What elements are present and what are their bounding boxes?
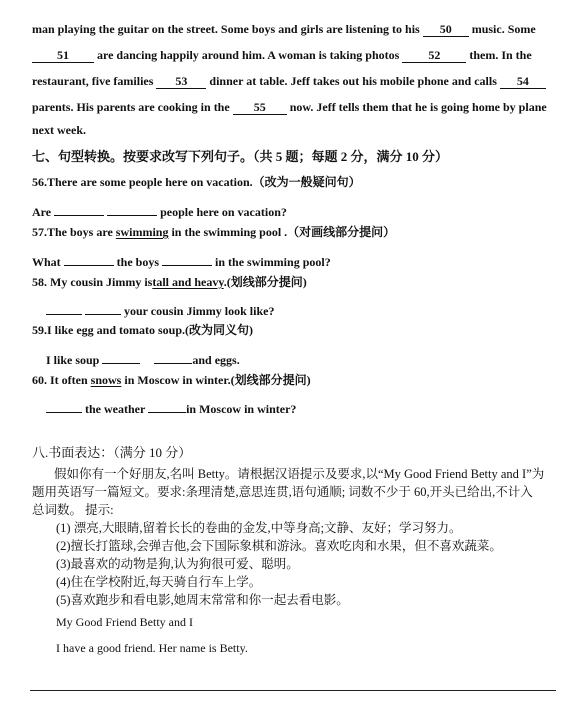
underlined-part: swimming — [115, 225, 169, 239]
answer-text: the weather — [85, 402, 146, 416]
writing-tip-3: (3)最喜欢的动物是狗,认为狗很可爱、聪明。 — [56, 557, 299, 571]
prompt-text: 60. It often — [32, 373, 88, 387]
answer-text: What — [32, 255, 61, 269]
q58-prompt — [32, 276, 307, 288]
underlined-part: tall and heavy — [152, 275, 224, 289]
writing-intro-line-1: 假如你有一个好朋友,名叫 Betty。请根据汉语提示及要求,以“My Good Friend Betty and I”为 — [54, 467, 545, 481]
prompt-text: 58. My cousin Jimmy is — [32, 275, 153, 289]
section-7-heading: 七、句型转换。按要求改写下列句子。（共 5 题；每题 2 分，满分 10 分） — [32, 149, 449, 164]
q60-answer-line — [46, 398, 296, 415]
answer-blank[interactable] — [46, 300, 82, 315]
writing-tip-4: (4)住在学校附近,每天骑自行车上学。 — [56, 575, 262, 589]
underlined-part: snows — [90, 373, 122, 387]
q58-answer-line — [46, 300, 274, 317]
cloze-line-2 — [32, 48, 532, 63]
blank-52[interactable] — [402, 48, 466, 63]
cloze-line-3 — [32, 74, 546, 89]
cloze-text: them. In the — [469, 48, 532, 62]
q56-prompt: 56.There are some people here on vacation.（改为一般疑问句） — [32, 175, 361, 189]
blank-number: 50 — [439, 22, 452, 36]
blank-number: 54 — [516, 74, 529, 88]
blank-number: 52 — [428, 48, 441, 62]
blank-number: 51 — [57, 48, 69, 62]
q59-answer-line — [46, 349, 240, 366]
q57-answer-line — [32, 251, 331, 268]
blank-55[interactable] — [233, 100, 287, 115]
cloze-text: restaurant, five families — [32, 74, 154, 88]
cloze-text: are dancing happily around him. A woman is taking photos — [97, 48, 400, 62]
answer-blank[interactable] — [64, 251, 114, 266]
writing-tip-5: (5)喜欢跑步和看电影,她周末常常和你一起去看电影。 — [56, 593, 349, 607]
answer-blank[interactable] — [46, 398, 82, 413]
cloze-text: dinner at table. Jeff takes out his mobile phone and calls — [209, 74, 497, 88]
answer-blank[interactable] — [54, 201, 104, 216]
q60-prompt — [32, 374, 311, 386]
prompt-text: 57.The boys are — [32, 225, 113, 239]
section-8-heading: 八.书面表达：（满分 10 分） — [32, 445, 192, 460]
prompt-text: in Moscow in winter.(划线部分提问) — [124, 373, 311, 387]
blank-53[interactable] — [156, 74, 206, 89]
answer-text: in the swimming pool? — [215, 255, 331, 269]
blank-51[interactable] — [32, 48, 94, 63]
blank-number: 53 — [175, 74, 188, 88]
answer-blank[interactable] — [154, 349, 192, 364]
writing-tip-1: (1) 漂亮,大眼睛,留着长长的卷曲的金发,中等身高;文静、友好；学习努力。 — [56, 521, 462, 535]
cloze-line-5: next week. — [32, 123, 86, 137]
writing-intro-line-3: 总词数。 提示: — [32, 503, 114, 517]
blank-50[interactable] — [423, 22, 469, 37]
cloze-text: parents. His parents are cooking in the — [32, 100, 230, 114]
prompt-text: .(划线部分提问) — [223, 275, 307, 289]
answer-text: in Moscow in winter? — [186, 402, 297, 416]
prompt-text: in the swimming pool .（对画线部分提问） — [171, 225, 396, 239]
answer-text: your cousin Jimmy look like? — [124, 304, 275, 318]
writing-tip-2: (2)擅长打篮球,会弹吉他,会下国际象棋和游泳。喜欢吃肉和水果，但不喜欢蔬菜。 — [56, 539, 502, 553]
cloze-text: now. Jeff tells them that he is going home by plane — [289, 100, 547, 114]
cloze-text: man playing the guitar on the street. Some boys and girls are listening to his — [32, 22, 420, 36]
answer-blank[interactable] — [102, 349, 140, 364]
essay-opening: I have a good friend. Her name is Betty. — [56, 641, 248, 655]
q57-prompt — [32, 226, 395, 238]
blank-54[interactable] — [500, 74, 546, 89]
answer-text: and eggs. — [192, 353, 240, 367]
answer-blank[interactable] — [162, 251, 212, 266]
q59-prompt: 59.I like egg and tomato soup.(改为同义句) — [32, 323, 254, 337]
answer-text: I like soup — [46, 353, 100, 367]
blank-number: 55 — [253, 100, 266, 114]
answer-text: people here on vacation? — [160, 205, 287, 219]
essay-title: My Good Friend Betty and I — [56, 615, 193, 629]
cloze-line-4 — [32, 100, 547, 115]
answer-blank[interactable] — [85, 300, 121, 315]
q56-answer-line — [32, 201, 287, 218]
answer-blank[interactable] — [148, 398, 186, 413]
writing-intro-line-2: 题用英语写一篇短文。要求:条理清楚,意思连贯,语句通顺; 词数不少于 60,开头已给出,不计入 — [32, 485, 533, 499]
answer-blank[interactable] — [107, 201, 157, 216]
bottom-rule — [30, 690, 556, 691]
cloze-text: music. Some — [471, 22, 536, 36]
cloze-line-1 — [32, 22, 536, 37]
answer-text: Are — [32, 205, 52, 219]
answer-text: the boys — [116, 255, 160, 269]
